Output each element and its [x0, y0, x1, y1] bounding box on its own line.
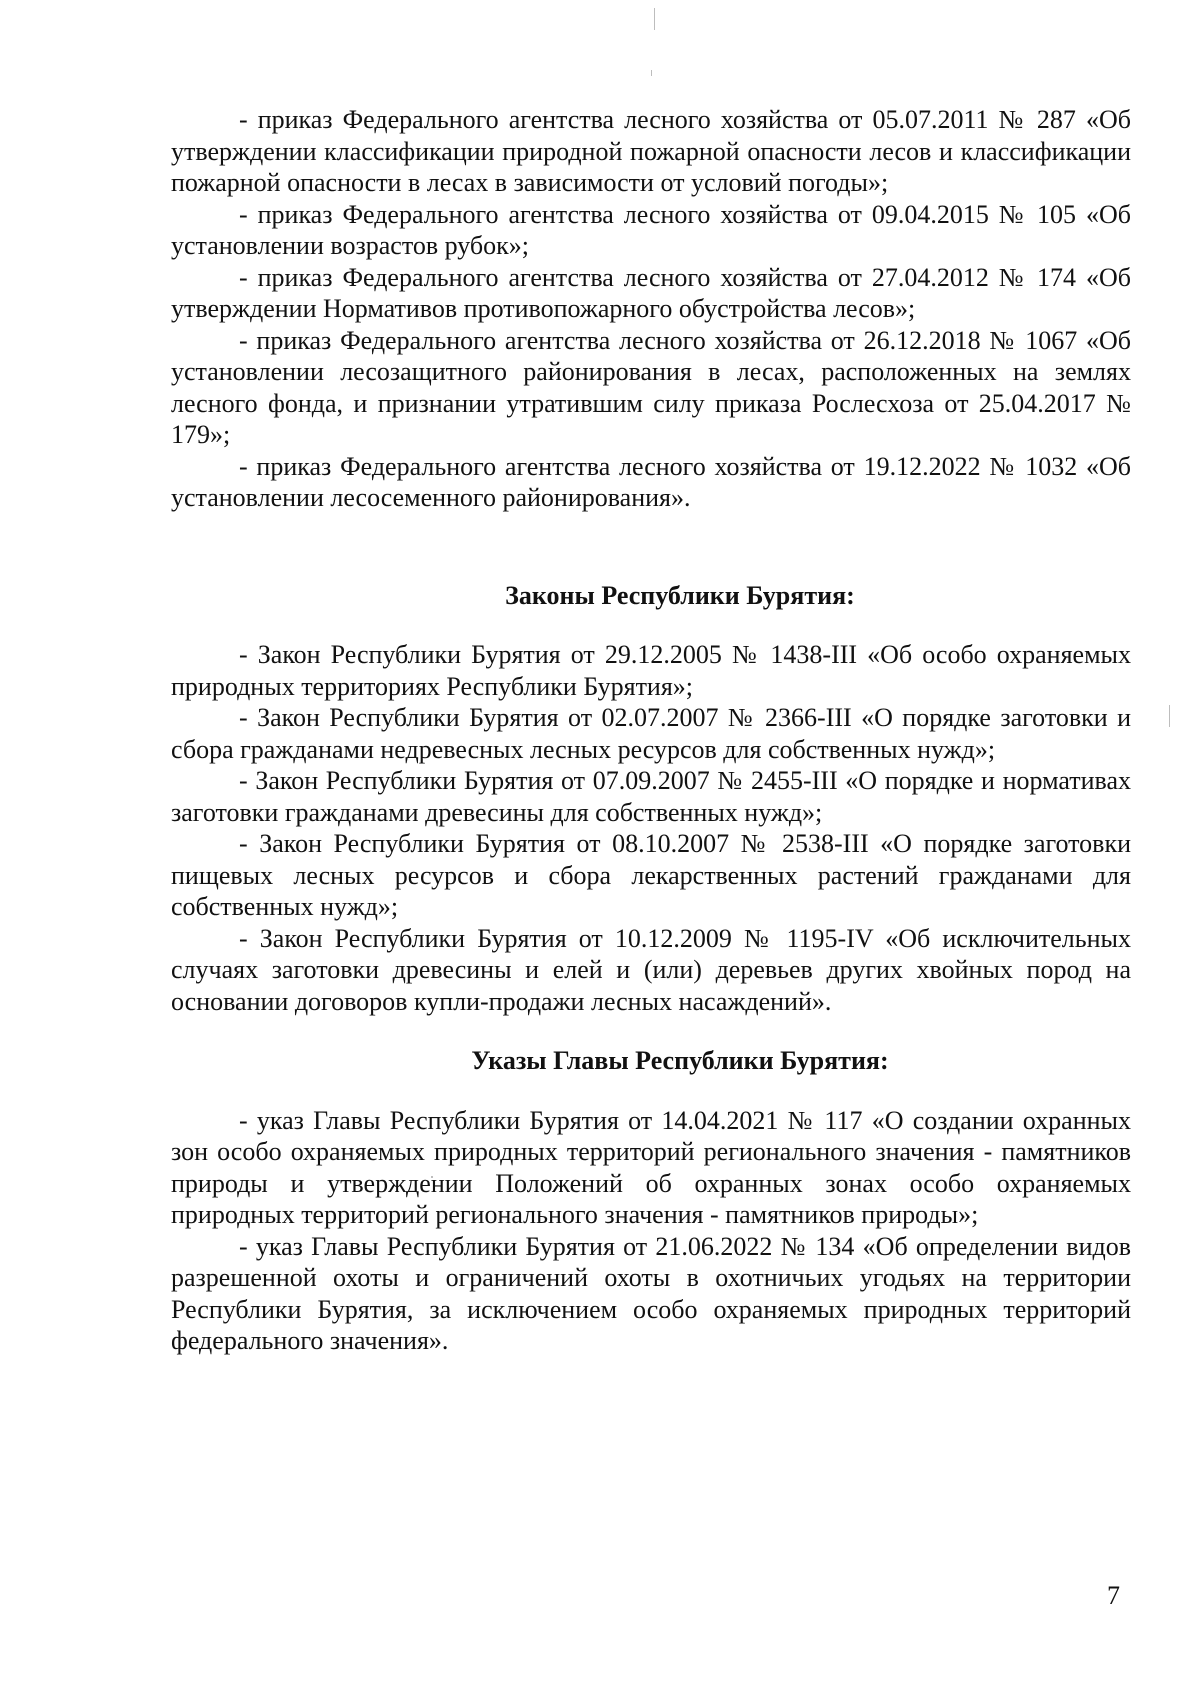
federal-orders-list	[171, 104, 1131, 514]
list-item: - приказ Федерального агентства лесного хозяйства от 19.12.2022 № 1032 «Об установлении лесосеменного районирования».	[171, 451, 1131, 512]
list-item: - Закон Республики Бурятия от 08.10.2007 № 2538-III «О порядке заготовки пищевых лесных ресурсов и сбора лекарственных растений гражданами для собственных нужд»;	[171, 829, 1131, 921]
list-item: - приказ Федерального агентства лесного хозяйства от 26.12.2018 № 1067 «Об установлении лесозащитного районирования в лесах, расположенных на землях лесного фонда, и признании утратившим силу приказа Рослесхоза от 25.04.2017 № 179»;	[171, 325, 1131, 449]
list-item: - Закон Республики Бурятия от 29.12.2005 № 1438-III «Об особо охраняемых природных территориях Республики Бурятия»;	[171, 640, 1131, 701]
list-item: - Закон Республики Бурятия от 07.09.2007 № 2455-III «О порядке и нормативах заготовки гражданами древесины для собственных нужд»;	[171, 766, 1131, 827]
scan-speck	[651, 70, 652, 76]
list-item: - указ Главы Республики Бурятия от 14.04.2021 № 117 «О создании охранных зон особо охраняемых природных территорий регионального значения - памятников природы и утверждении Положений об охранных зонах особо охраняемых природных территорий регионального значения - памятников природы»;	[171, 1105, 1131, 1229]
laws-section-heading: Законы Республики Бурятия:	[505, 580, 855, 610]
scan-speck	[654, 8, 655, 30]
page-number: 7	[1107, 1581, 1120, 1610]
list-item: - приказ Федерального агентства лесного хозяйства от 09.04.2015 № 105 «Об установлении возрастов рубок»;	[171, 199, 1131, 260]
list-item: - указ Главы Республики Бурятия от 21.06.2022 № 134 «Об определении видов разрешенной охоты и ограничений охоты в охотничьих угодьях на территории Республики Бурятия, за исключением особо охраняемых природных территорий федерального значения».	[171, 1231, 1131, 1355]
list-item: - Закон Республики Бурятия от 10.12.2009 № 1195-IV «Об исключительных случаях заготовки древесины и елей и (или) деревьев других хвойных пород на основании договоров купли-продажи лесных насаждений».	[171, 923, 1131, 1016]
scan-speck	[1169, 705, 1170, 727]
list-item: - приказ Федерального агентства лесного хозяйства от 27.04.2012 № 174 «Об утверждении Нормативов противопожарного обустройства лесов»;	[171, 262, 1131, 323]
decrees-section-heading: Указы Главы Республики Бурятия:	[471, 1046, 889, 1075]
list-item: - Закон Республики Бурятия от 02.07.2007 № 2366-III «О порядке заготовки и сбора гражданами недревесных лесных ресурсов для собственных нужд»;	[171, 703, 1131, 764]
list-item: - приказ Федерального агентства лесного хозяйства от 05.07.2011 № 287 «Об утверждении классификации природной пожарной опасности лесов и классификации пожарной опасности в лесах в зависимости от условий погоды»;	[171, 105, 1131, 197]
document-page	[171, 104, 1131, 1357]
decrees-list	[171, 1105, 1131, 1357]
laws-list	[171, 639, 1131, 1017]
